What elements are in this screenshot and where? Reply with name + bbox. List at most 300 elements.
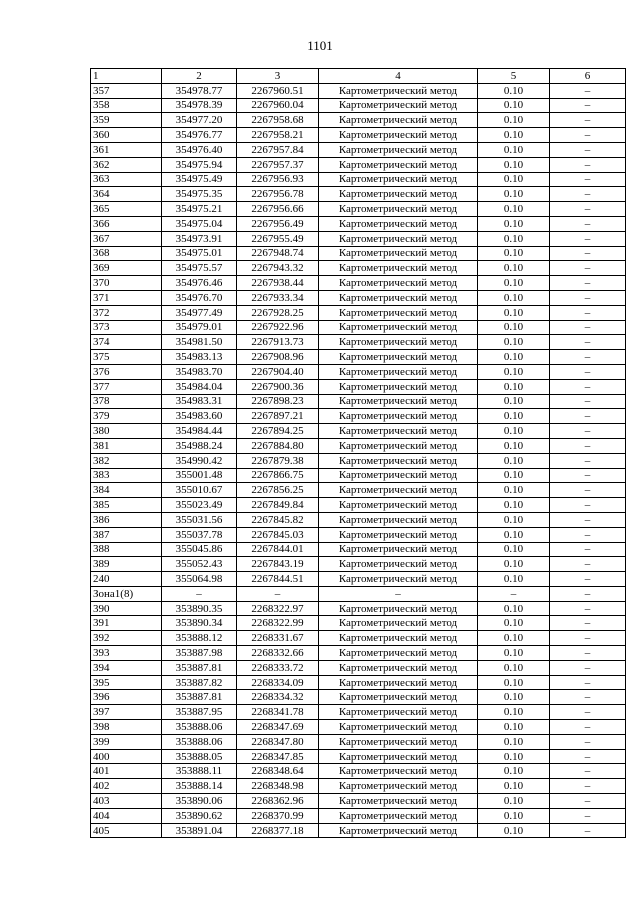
table-cell-col6: – [550, 794, 626, 809]
table-cell-col5: 0.10 [478, 350, 550, 365]
table-cell-col1: 376 [91, 364, 162, 379]
table-cell-col6: – [550, 364, 626, 379]
table-cell-col5: 0.10 [478, 601, 550, 616]
table-cell-col6: – [550, 601, 626, 616]
table-cell-col1: Зона1(8) [91, 586, 162, 601]
table-cell-col2: 354990.42 [162, 453, 237, 468]
table-cell-col4: Картометрический метод [319, 542, 478, 557]
table-cell-col6: – [550, 113, 626, 128]
table-cell-col5: 0.10 [478, 231, 550, 246]
table-cell-col5: 0.10 [478, 616, 550, 631]
table-cell-col6: – [550, 202, 626, 217]
table-cell-col6: – [550, 409, 626, 424]
table-cell-col2: 354983.60 [162, 409, 237, 424]
table-cell-col6: – [550, 394, 626, 409]
table-cell-col3: 2267845.03 [237, 527, 319, 542]
table-row [91, 290, 626, 305]
table-cell-col5: 0.10 [478, 216, 550, 231]
table-cell-col5: 0.10 [478, 779, 550, 794]
table-cell-col5: 0.10 [478, 142, 550, 157]
table-row [91, 616, 626, 631]
table-row [91, 246, 626, 261]
table-cell-col3: 2267913.73 [237, 335, 319, 350]
table-cell-col4: Картометрический метод [319, 720, 478, 735]
coordinates-table [90, 68, 626, 838]
table-cell-col2: 354975.35 [162, 187, 237, 202]
table-cell-col6: – [550, 512, 626, 527]
table-cell-col4: Картометрический метод [319, 290, 478, 305]
table-cell-col1: 367 [91, 231, 162, 246]
header-cell-1: 1 [91, 69, 162, 84]
table-cell-col1: 384 [91, 483, 162, 498]
table-cell-col6: – [550, 290, 626, 305]
table-cell-col4: Картометрический метод [319, 527, 478, 542]
table-cell-col4: Картометрический метод [319, 246, 478, 261]
table-cell-col4: Картометрический метод [319, 675, 478, 690]
table-cell-col4: Картометрический метод [319, 468, 478, 483]
table-cell-col5: 0.10 [478, 453, 550, 468]
table-cell-col2: 355001.48 [162, 468, 237, 483]
table-cell-col4: Картометрический метод [319, 794, 478, 809]
table-cell-col1: 373 [91, 320, 162, 335]
table-cell-col4: Картометрический метод [319, 438, 478, 453]
table-cell-col5: 0.10 [478, 290, 550, 305]
table-row [91, 512, 626, 527]
table-cell-col4: Картометрический метод [319, 705, 478, 720]
table-cell-col2: 354976.70 [162, 290, 237, 305]
table-cell-col3: 2267955.49 [237, 231, 319, 246]
table-cell-col1: 387 [91, 527, 162, 542]
table-cell-col1: 399 [91, 734, 162, 749]
table-row [91, 631, 626, 646]
table-row [91, 276, 626, 291]
table-cell-col6: – [550, 246, 626, 261]
table-row [91, 83, 626, 98]
table-cell-col3: 2268334.32 [237, 690, 319, 705]
table-row [91, 705, 626, 720]
table-cell-col5: 0.10 [478, 98, 550, 113]
table-cell-col3: – [237, 586, 319, 601]
table-cell-col6: – [550, 660, 626, 675]
table-cell-col6: – [550, 705, 626, 720]
table-cell-col3: 2268347.80 [237, 734, 319, 749]
table-cell-col2: 354983.70 [162, 364, 237, 379]
table-cell-col3: 2267957.37 [237, 157, 319, 172]
table-cell-col2: 355023.49 [162, 498, 237, 513]
table-cell-col6: – [550, 542, 626, 557]
table-cell-col2: 353887.81 [162, 690, 237, 705]
table-cell-col6: – [550, 438, 626, 453]
table-cell-col6: – [550, 734, 626, 749]
table-cell-col3: 2267922.96 [237, 320, 319, 335]
table-cell-col2: 354979.01 [162, 320, 237, 335]
table-cell-col4: Картометрический метод [319, 379, 478, 394]
table-cell-col1: 360 [91, 128, 162, 143]
table-cell-col4: Картометрический метод [319, 231, 478, 246]
table-cell-col2: 355064.98 [162, 572, 237, 587]
table-cell-col2: 355010.67 [162, 483, 237, 498]
table-cell-col5: 0.10 [478, 246, 550, 261]
table-cell-col2: 353887.98 [162, 646, 237, 661]
table-cell-col6: – [550, 335, 626, 350]
table-cell-col6: – [550, 350, 626, 365]
table-cell-col3: 2268331.67 [237, 631, 319, 646]
table-cell-col4: Картометрический метод [319, 690, 478, 705]
table-cell-col2: 354975.04 [162, 216, 237, 231]
table-cell-col2: 354978.39 [162, 98, 237, 113]
table-cell-col2: 355045.86 [162, 542, 237, 557]
table-cell-col5: 0.10 [478, 157, 550, 172]
table-cell-col6: – [550, 690, 626, 705]
table-row [91, 764, 626, 779]
table-cell-col5: 0.10 [478, 172, 550, 187]
table-cell-col4: Картометрический метод [319, 305, 478, 320]
table-cell-col5: 0.10 [478, 542, 550, 557]
table-row [91, 98, 626, 113]
table-cell-col3: 2267943.32 [237, 261, 319, 276]
table-cell-col3: 2268333.72 [237, 660, 319, 675]
table-cell-col4: Картометрический метод [319, 409, 478, 424]
table-row [91, 453, 626, 468]
table-cell-col5: 0.10 [478, 764, 550, 779]
table-row [91, 261, 626, 276]
table-cell-col6: – [550, 586, 626, 601]
table-cell-col3: 2267956.49 [237, 216, 319, 231]
table-cell-col5: 0.10 [478, 409, 550, 424]
table-cell-col5: 0.10 [478, 527, 550, 542]
table-cell-col5: – [478, 586, 550, 601]
table-cell-col3: 2268322.99 [237, 616, 319, 631]
table-cell-col5: 0.10 [478, 675, 550, 690]
table-cell-col2: 353888.06 [162, 734, 237, 749]
table-cell-col3: 2268347.85 [237, 749, 319, 764]
table-cell-col3: 2267884.80 [237, 438, 319, 453]
table-cell-col5: 0.10 [478, 808, 550, 823]
table-row [91, 424, 626, 439]
table-row [91, 527, 626, 542]
table-cell-col3: 2267898.23 [237, 394, 319, 409]
table-cell-col2: – [162, 586, 237, 601]
table-cell-col3: 2267960.04 [237, 98, 319, 113]
table-cell-col1: 392 [91, 631, 162, 646]
table-cell-col4: Картометрический метод [319, 764, 478, 779]
table-cell-col5: 0.10 [478, 83, 550, 98]
table-cell-col3: 2267956.93 [237, 172, 319, 187]
table-cell-col5: 0.10 [478, 320, 550, 335]
table-cell-col4: Картометрический метод [319, 216, 478, 231]
table-cell-col1: 377 [91, 379, 162, 394]
table-cell-col6: – [550, 231, 626, 246]
table-cell-col5: 0.10 [478, 749, 550, 764]
table-cell-col1: 380 [91, 424, 162, 439]
table-cell-col1: 390 [91, 601, 162, 616]
header-cell-6: 6 [550, 69, 626, 84]
table-cell-col2: 354975.94 [162, 157, 237, 172]
table-cell-col4: Картометрический метод [319, 83, 478, 98]
table-cell-col4: Картометрический метод [319, 557, 478, 572]
table-cell-col6: – [550, 823, 626, 838]
table-cell-col3: 2267856.25 [237, 483, 319, 498]
table-row [91, 734, 626, 749]
table-row [91, 720, 626, 735]
table-cell-col3: 2267933.34 [237, 290, 319, 305]
table-row [91, 749, 626, 764]
table-cell-col1: 389 [91, 557, 162, 572]
table-cell-col2: 354976.77 [162, 128, 237, 143]
table-cell-col3: 2267938.44 [237, 276, 319, 291]
table-cell-col4: Картометрический метод [319, 335, 478, 350]
table-cell-col1: 388 [91, 542, 162, 557]
header-cell-2: 2 [162, 69, 237, 84]
table-header [91, 69, 626, 84]
table-cell-col4: Картометрический метод [319, 157, 478, 172]
table-cell-col4: Картометрический метод [319, 98, 478, 113]
table-cell-col4: Картометрический метод [319, 572, 478, 587]
table-cell-col2: 354976.40 [162, 142, 237, 157]
table-cell-col3: 2268348.98 [237, 779, 319, 794]
table-cell-col1: 405 [91, 823, 162, 838]
table-cell-col2: 353891.04 [162, 823, 237, 838]
table-cell-col3: 2267928.25 [237, 305, 319, 320]
table-cell-col5: 0.10 [478, 512, 550, 527]
table-cell-col2: 353888.12 [162, 631, 237, 646]
table-cell-col6: – [550, 483, 626, 498]
table-cell-col3: 2267879.38 [237, 453, 319, 468]
table-row [91, 202, 626, 217]
table-cell-col4: Картометрический метод [319, 172, 478, 187]
table-cell-col6: – [550, 527, 626, 542]
table-cell-col3: 2267957.84 [237, 142, 319, 157]
header-cell-3: 3 [237, 69, 319, 84]
table-cell-col5: 0.10 [478, 468, 550, 483]
table-cell-col2: 355052.43 [162, 557, 237, 572]
table-cell-col1: 362 [91, 157, 162, 172]
table-cell-col3: 2267849.84 [237, 498, 319, 513]
table-row [91, 468, 626, 483]
table-row [91, 660, 626, 675]
table-cell-col1: 375 [91, 350, 162, 365]
table-cell-col6: – [550, 128, 626, 143]
table-cell-col3: 2268362.96 [237, 794, 319, 809]
table-cell-col2: 354981.50 [162, 335, 237, 350]
table-cell-col2: 353888.06 [162, 720, 237, 735]
table-cell-col4: Картометрический метод [319, 424, 478, 439]
table-row [91, 557, 626, 572]
table-cell-col4: Картометрический метод [319, 616, 478, 631]
table-row [91, 350, 626, 365]
table-row [91, 808, 626, 823]
table-cell-col1: 401 [91, 764, 162, 779]
table-cell-col1: 365 [91, 202, 162, 217]
table-cell-col2: 353888.11 [162, 764, 237, 779]
table-cell-col5: 0.10 [478, 660, 550, 675]
table-row [91, 542, 626, 557]
header-row [91, 69, 626, 84]
table-cell-col4: Картометрический метод [319, 498, 478, 513]
table-cell-col6: – [550, 379, 626, 394]
table-row [91, 379, 626, 394]
table-cell-col3: 2267894.25 [237, 424, 319, 439]
table-cell-col4: Картометрический метод [319, 350, 478, 365]
table-row [91, 157, 626, 172]
table-cell-col1: 368 [91, 246, 162, 261]
table-cell-col4: Картометрический метод [319, 128, 478, 143]
table-cell-col5: 0.10 [478, 438, 550, 453]
table-cell-col1: 397 [91, 705, 162, 720]
table-cell-col1: 379 [91, 409, 162, 424]
table-cell-col4: Картометрический метод [319, 202, 478, 217]
table-cell-col4: Картометрический метод [319, 453, 478, 468]
table-cell-col2: 354984.44 [162, 424, 237, 439]
table-cell-col2: 354983.13 [162, 350, 237, 365]
table-cell-col5: 0.10 [478, 202, 550, 217]
table-cell-col6: – [550, 557, 626, 572]
table-row [91, 409, 626, 424]
table-cell-col3: 2267956.78 [237, 187, 319, 202]
table-cell-col3: 2267897.21 [237, 409, 319, 424]
table-cell-col5: 0.10 [478, 394, 550, 409]
table-row [91, 394, 626, 409]
table-cell-col3: 2267843.19 [237, 557, 319, 572]
table-cell-col2: 353890.35 [162, 601, 237, 616]
table-cell-col6: – [550, 320, 626, 335]
table-cell-col1: 404 [91, 808, 162, 823]
table-cell-col6: – [550, 83, 626, 98]
table-cell-col3: 2267844.01 [237, 542, 319, 557]
table-row [91, 128, 626, 143]
table-cell-col4: Картометрический метод [319, 734, 478, 749]
table-cell-col1: 370 [91, 276, 162, 291]
table-cell-col3: 2267908.96 [237, 350, 319, 365]
table-row [91, 320, 626, 335]
table-cell-col3: 2268347.69 [237, 720, 319, 735]
table-cell-col6: – [550, 98, 626, 113]
table-cell-col4: Картометрический метод [319, 320, 478, 335]
table-cell-col4: – [319, 586, 478, 601]
table-cell-col3: 2268341.78 [237, 705, 319, 720]
table-cell-col2: 353890.34 [162, 616, 237, 631]
table-cell-col1: 363 [91, 172, 162, 187]
table-cell-col3: 2268377.18 [237, 823, 319, 838]
table-cell-col1: 385 [91, 498, 162, 513]
table-cell-col1: 381 [91, 438, 162, 453]
table-cell-col2: 354988.24 [162, 438, 237, 453]
table-cell-col2: 355037.78 [162, 527, 237, 542]
table-cell-col6: – [550, 187, 626, 202]
table-cell-col1: 391 [91, 616, 162, 631]
table-cell-col3: 2267844.51 [237, 572, 319, 587]
table-cell-col1: 366 [91, 216, 162, 231]
table-row [91, 646, 626, 661]
table-row [91, 364, 626, 379]
table-cell-col1: 382 [91, 453, 162, 468]
table-cell-col6: – [550, 764, 626, 779]
table-cell-col3: 2268348.64 [237, 764, 319, 779]
table-cell-col5: 0.10 [478, 720, 550, 735]
table-cell-col1: 398 [91, 720, 162, 735]
table-cell-col5: 0.10 [478, 113, 550, 128]
table-cell-col2: 353888.05 [162, 749, 237, 764]
table-cell-col4: Картометрический метод [319, 808, 478, 823]
table-cell-col2: 353887.82 [162, 675, 237, 690]
table-cell-col4: Картометрический метод [319, 631, 478, 646]
table-cell-col4: Картометрический метод [319, 394, 478, 409]
table-cell-col2: 354976.46 [162, 276, 237, 291]
table-cell-col3: 2268334.09 [237, 675, 319, 690]
table-cell-col5: 0.10 [478, 631, 550, 646]
table-cell-col6: – [550, 276, 626, 291]
table-row [91, 794, 626, 809]
table-cell-col5: 0.10 [478, 646, 550, 661]
table-cell-col2: 354975.49 [162, 172, 237, 187]
table-row [91, 113, 626, 128]
table-cell-col6: – [550, 157, 626, 172]
table-cell-col6: – [550, 808, 626, 823]
table-cell-col5: 0.10 [478, 276, 550, 291]
table-cell-col6: – [550, 216, 626, 231]
table-cell-col5: 0.10 [478, 483, 550, 498]
table-cell-col1: 371 [91, 290, 162, 305]
table-cell-col4: Картометрический метод [319, 646, 478, 661]
table-cell-col6: – [550, 779, 626, 794]
table-cell-col5: 0.10 [478, 335, 550, 350]
table-row [91, 172, 626, 187]
table-cell-col4: Картометрический метод [319, 823, 478, 838]
table-cell-col3: 2267958.21 [237, 128, 319, 143]
table-cell-col2: 353890.62 [162, 808, 237, 823]
table-cell-col2: 355031.56 [162, 512, 237, 527]
table-cell-col3: 2268322.97 [237, 601, 319, 616]
table-cell-col1: 394 [91, 660, 162, 675]
table-cell-col5: 0.10 [478, 187, 550, 202]
table-cell-col6: – [550, 453, 626, 468]
table-cell-col1: 383 [91, 468, 162, 483]
table-cell-col4: Картометрический метод [319, 187, 478, 202]
table-cell-col6: – [550, 572, 626, 587]
table-cell-col1: 400 [91, 749, 162, 764]
table-cell-col2: 354984.04 [162, 379, 237, 394]
table-row [91, 438, 626, 453]
table-cell-col6: – [550, 749, 626, 764]
table-cell-col4: Картометрический метод [319, 113, 478, 128]
table-row [91, 498, 626, 513]
table-cell-col4: Картометрический метод [319, 142, 478, 157]
table-cell-col1: 357 [91, 83, 162, 98]
table-cell-col5: 0.10 [478, 705, 550, 720]
table-cell-col5: 0.10 [478, 128, 550, 143]
table-cell-col5: 0.10 [478, 424, 550, 439]
table-cell-col1: 364 [91, 187, 162, 202]
table-cell-col6: – [550, 720, 626, 735]
table-row [91, 335, 626, 350]
table-cell-col2: 354975.57 [162, 261, 237, 276]
table-cell-col3: 2267900.36 [237, 379, 319, 394]
table-cell-col3: 2267960.51 [237, 83, 319, 98]
table-row [91, 779, 626, 794]
table-cell-col6: – [550, 142, 626, 157]
table-cell-col2: 353887.81 [162, 660, 237, 675]
header-cell-4: 4 [319, 69, 478, 84]
table-cell-col1: 240 [91, 572, 162, 587]
table-cell-col2: 354975.21 [162, 202, 237, 217]
table-cell-col5: 0.10 [478, 734, 550, 749]
table-cell-col4: Картометрический метод [319, 261, 478, 276]
table-cell-col6: – [550, 172, 626, 187]
table-cell-col1: 361 [91, 142, 162, 157]
table-row [91, 231, 626, 246]
table-cell-col1: 396 [91, 690, 162, 705]
table-cell-col5: 0.10 [478, 364, 550, 379]
